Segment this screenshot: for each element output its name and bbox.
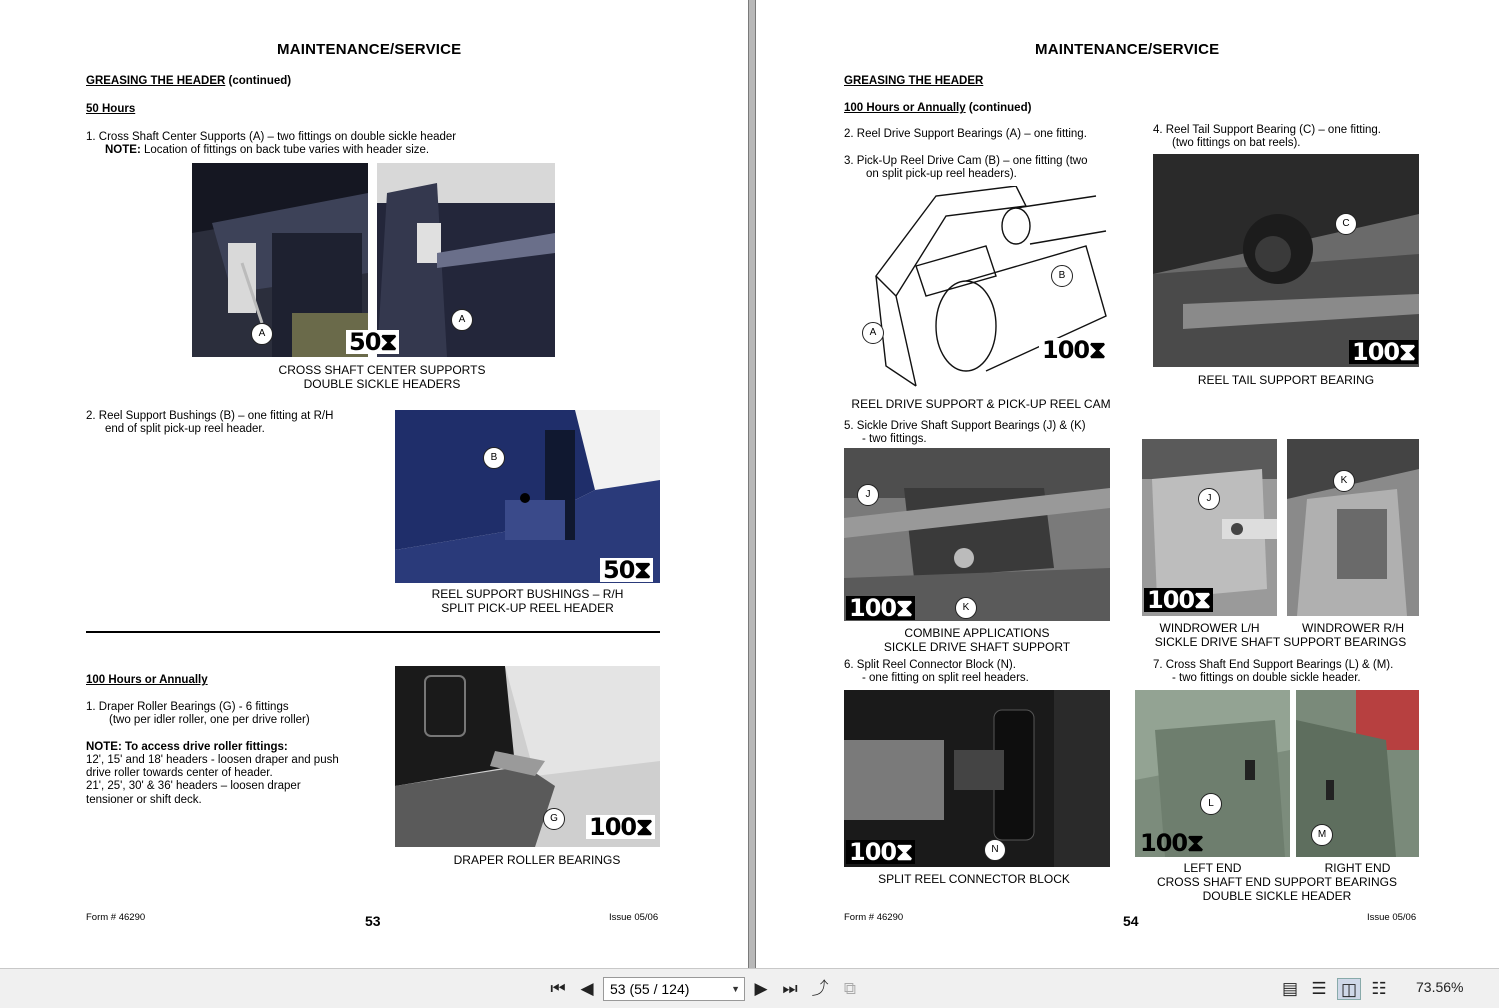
page-number-input[interactable]: 53 (55 / 124) ▼	[603, 977, 745, 1001]
interval-badge-100: 100⧗	[1144, 588, 1213, 612]
callout-a: A	[251, 323, 273, 345]
callout-m: M	[1311, 824, 1333, 846]
interval-heading-50: 50 Hours	[86, 103, 136, 115]
note-text: tensioner or shift deck.	[86, 794, 202, 806]
item-text: 4. Reel Tail Support Bearing (C) – one fitting.	[1153, 124, 1381, 136]
figure-caption-right: RIGHT END	[1324, 861, 1391, 875]
section-heading: GREASING THE HEADER (continued)	[86, 75, 292, 87]
item-text: - two fittings on double sickle header.	[1172, 672, 1361, 684]
callout-k: K	[1333, 470, 1355, 492]
callout-g: G	[543, 808, 565, 830]
item-text: 1. Cross Shaft Center Supports (A) – two fittings on double sickle header	[86, 131, 457, 143]
hourglass-icon: ⧗	[896, 838, 912, 866]
figure-caption: COMBINE APPLICATIONS SICKLE DRIVE SHAFT SUPPORT	[883, 626, 1071, 654]
figure-caption-right: WINDROWER R/H	[1302, 621, 1404, 635]
windrower-rh-photo	[1287, 439, 1419, 616]
figure-caption: REEL DRIVE SUPPORT & PICK-UP REEL CAM	[851, 397, 1111, 411]
callout-n: N	[984, 839, 1006, 861]
item-text: 2. Reel Drive Support Bearings (A) – one fitting.	[844, 128, 1087, 140]
item-text: end of split pick-up reel header.	[105, 423, 265, 435]
item-text: 5. Sickle Drive Shaft Support Bearings (J) & (K)	[844, 420, 1086, 432]
callout-j: J	[1198, 488, 1220, 510]
two-page-continuous-icon[interactable]: ☷	[1371, 979, 1387, 998]
interval-badge-100: 100⧗	[1140, 829, 1203, 857]
callout-b: B	[1051, 265, 1073, 287]
issue-date: Issue 05/06	[609, 912, 659, 923]
hourglass-icon: ⧗	[1089, 336, 1105, 364]
callout-k: K	[955, 597, 977, 619]
callout-b: B	[483, 447, 505, 469]
fit-icon[interactable]: ⧉	[843, 979, 857, 998]
next-page-icon[interactable]: ▶	[754, 979, 768, 998]
section-heading: GREASING THE HEADER	[844, 75, 984, 87]
zoom-level[interactable]: 73.56%	[1416, 979, 1464, 995]
figure-caption-left: WINDROWER L/H	[1159, 621, 1260, 635]
callout-c: C	[1335, 213, 1357, 235]
note-text: 12', 15' and 18' headers - loosen draper and push	[86, 754, 339, 766]
item-text: (two per idler roller, one per drive roller)	[109, 714, 310, 726]
figure-caption: CROSS SHAFT END SUPPORT BEARINGS DOUBLE SICKLE HEADER	[1156, 875, 1398, 903]
item-text: 6. Split Reel Connector Block (N).	[844, 659, 1016, 671]
item-text: (two fittings on bat reels).	[1172, 137, 1301, 149]
interval-heading: 100 Hours or Annually (continued)	[844, 102, 1032, 114]
figure-caption: SICKLE DRIVE SHAFT SUPPORT BEARINGS	[1154, 635, 1407, 649]
reel-tail-photo	[1153, 154, 1419, 367]
hourglass-icon: ⧗	[634, 556, 651, 584]
last-page-icon[interactable]: ⏭	[782, 979, 798, 998]
interval-badge-50: 50⧗	[600, 558, 653, 582]
callout-l: L	[1200, 793, 1222, 815]
item-text: - one fitting on split reel headers.	[862, 672, 1029, 684]
hourglass-icon: ⧗	[1194, 586, 1210, 614]
hourglass-icon: ⧗	[380, 328, 397, 356]
first-page-icon[interactable]: ⏮	[550, 979, 566, 998]
item-text: 1. Draper Roller Bearings (G) - 6 fittings	[86, 701, 289, 713]
note-heading: NOTE: To access drive roller fittings:	[86, 741, 288, 753]
callout-a: A	[862, 322, 884, 344]
rotate-icon[interactable]: ⤴	[811, 979, 829, 998]
interval-badge-100: 100⧗	[846, 596, 915, 620]
item-note: NOTE: Location of fittings on back tube varies with header size.	[105, 144, 430, 156]
page-54	[756, 0, 1499, 968]
callout-a: A	[451, 309, 473, 331]
page-number: 53	[365, 913, 381, 929]
note-text: drive roller towards center of header.	[86, 767, 273, 779]
section-divider	[86, 631, 660, 633]
continuous-icon[interactable]: ☰	[1311, 979, 1327, 998]
callout-j: J	[857, 484, 879, 506]
interval-badge-100: 100⧗	[586, 815, 655, 839]
interval-heading-100: 100 Hours or Annually	[86, 674, 208, 686]
item-text: on split pick-up reel headers).	[866, 168, 1017, 180]
figure-caption: CROSS SHAFT CENTER SUPPORTS DOUBLE SICKLE HEADERS	[278, 363, 486, 391]
hourglass-icon: ⧗	[1399, 338, 1415, 366]
interval-badge-100: 100⧗	[846, 840, 915, 864]
navigation-toolbar	[0, 968, 1499, 1008]
issue-date: Issue 05/06	[1367, 912, 1417, 923]
page-number: 54	[1123, 913, 1139, 929]
previous-page-icon[interactable]: ◀	[580, 979, 594, 998]
interval-badge-50: 50⧗	[346, 330, 399, 354]
hourglass-icon: ⧗	[1187, 829, 1203, 857]
figure-caption-left: LEFT END	[1183, 861, 1242, 875]
hourglass-icon: ⧗	[896, 594, 912, 622]
figure-caption: REEL TAIL SUPPORT BEARING	[1197, 373, 1375, 387]
figure-caption: REEL SUPPORT BUSHINGS – R/H SPLIT PICK-UP REEL HEADER	[431, 587, 624, 615]
form-number: Form # 46290	[86, 912, 146, 923]
form-number: Form # 46290	[844, 912, 904, 923]
cross-shaft-photo-left	[192, 163, 368, 357]
page-title: MAINTENANCE/SERVICE	[1035, 41, 1220, 58]
figure-caption: SPLIT REEL CONNECTOR BLOCK	[878, 872, 1070, 886]
item-text: 2. Reel Support Bushings (B) – one fitting at R/H	[86, 410, 334, 422]
page-title: MAINTENANCE/SERVICE	[277, 41, 462, 58]
hourglass-icon: ⧗	[636, 813, 652, 841]
interval-badge-100: 100⧗	[1039, 338, 1108, 362]
figure-caption: DRAPER ROLLER BEARINGS	[453, 853, 621, 867]
page-53	[0, 0, 748, 968]
single-page-icon[interactable]: ▤	[1281, 979, 1299, 998]
page-gutter	[748, 0, 756, 968]
note-text: 21', 25', 30' & 36' headers – loosen draper	[86, 780, 301, 792]
interval-badge-100: 100⧗	[1349, 340, 1418, 364]
item-text: 7. Cross Shaft End Support Bearings (L) & (M).	[1153, 659, 1394, 671]
item-text: - two fittings.	[862, 433, 927, 445]
two-page-icon[interactable]: ◫	[1337, 978, 1361, 1000]
chevron-down-icon[interactable]: ▼	[731, 984, 740, 994]
item-text: 3. Pick-Up Reel Drive Cam (B) – one fitting (two	[844, 155, 1088, 167]
